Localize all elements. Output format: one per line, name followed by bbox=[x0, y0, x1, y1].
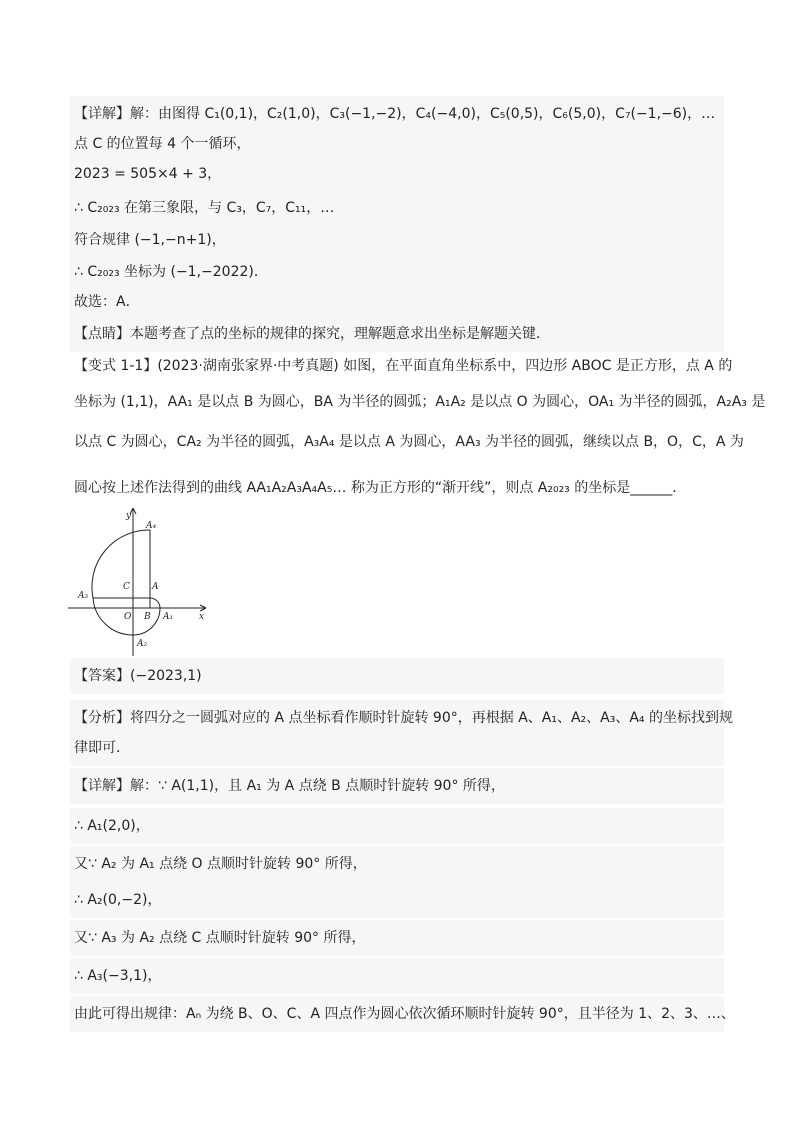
label-a2: A₂ bbox=[137, 639, 148, 649]
text-line: 【变式 1-1】(2023·湖南张家界·中考真题) 如图，在平面直角坐标系中，四边形 ABOC 是正方形，点 A 的 bbox=[74, 358, 733, 374]
text-line: 【答案】(−2023,1) bbox=[70, 658, 724, 694]
label-a3: A₃ bbox=[78, 591, 89, 601]
label-a4: A₄ bbox=[146, 521, 157, 531]
label-o: O bbox=[124, 612, 132, 622]
text-line: ∴ C₂₀₂₃ 在第三象限，与 C₃，C₇，C₁₁，… bbox=[70, 190, 724, 226]
text-line: 由此可得出规律：Aₙ 为绕 B、O、C、A 四点作为圆心依次循环顺时针旋转 90°，且半径为 1、2、3、…、 bbox=[70, 996, 724, 1032]
text-line: 点 C 的位置每 4 个一循环， bbox=[70, 126, 724, 162]
text-line: 故选：A． bbox=[70, 284, 724, 320]
text-line: 律即可． bbox=[70, 730, 724, 766]
square-abo-c bbox=[133, 598, 150, 608]
text-line: ∴ A₁(2,0)， bbox=[70, 808, 724, 844]
label-x: x bbox=[199, 612, 205, 622]
text-line: 【点睛】本题考查了点的坐标的规律的探究，理解题意求出坐标是解题关键． bbox=[70, 316, 724, 352]
text-line: 【详解】解：∵ A(1,1)，且 A₁ 为 A 点绕 B 点顺时针旋转 90° 所得， bbox=[70, 768, 724, 804]
label-a: A bbox=[152, 582, 159, 592]
text-line: 又∵ A₃ 为 A₂ 点绕 C 点顺时针旋转 90° 所得， bbox=[70, 920, 724, 956]
label-b: B bbox=[144, 612, 151, 622]
label-c: C bbox=[123, 582, 130, 592]
arc-a3-a4 bbox=[92, 530, 150, 598]
text-line: ∴ A₃(−3,1)， bbox=[70, 958, 724, 994]
label-a1: A₁ bbox=[163, 612, 174, 622]
text-line: ∴ A₂(0,−2)， bbox=[70, 882, 724, 918]
text-line: 坐标为 (1,1)，AA₁ 是以点 B 为圆心，BA 为半径的圆弧；A₁A₂ 是以点 O 为圆心，OA₁ 为半径的圆弧，A₂A₃ 是 bbox=[74, 394, 766, 410]
text-line: 符合规律 (−1,−n+1)， bbox=[70, 222, 724, 258]
involute-figure bbox=[68, 508, 218, 656]
text-line: 又∵ A₂ 为 A₁ 点绕 O 点顺时针旋转 90° 所得， bbox=[70, 846, 724, 882]
text-line: 【分析】将四分之一圆弧对应的 A 点坐标看作顺时针旋转 90°，再根据 A、A₁、A₂、A₃、A₄ 的坐标找到规 bbox=[70, 700, 724, 736]
arc-a-a1 bbox=[150, 598, 160, 608]
text-line: 2023 = 505×4 + 3， bbox=[70, 156, 724, 192]
label-y: y bbox=[126, 511, 132, 521]
text-line: 以点 C 为圆心，CA₂ 为半径的圆弧，A₃A₄ 是以点 A 为圆心，AA₃ 为半径的圆弧，继续以点 B，O，C，A 为 bbox=[74, 434, 744, 450]
text-line: 【详解】解：由图得 C₁(0,1)，C₂(1,0)，C₃(−1,−2)，C₄(−4,0)，C₅(0,5)，C₆(5,0)，C₇(−1,−6)，… bbox=[70, 96, 724, 132]
text-line: ∴ C₂₀₂₃ 坐标为 (−1,−2022)． bbox=[70, 254, 724, 290]
text-line: 圆心按上述作法得到的曲线 AA₁A₂A₃A₄A₅… 称为正方形的“渐开线”，则点 A₂₀₂₃ 的坐标是______． bbox=[74, 480, 687, 496]
